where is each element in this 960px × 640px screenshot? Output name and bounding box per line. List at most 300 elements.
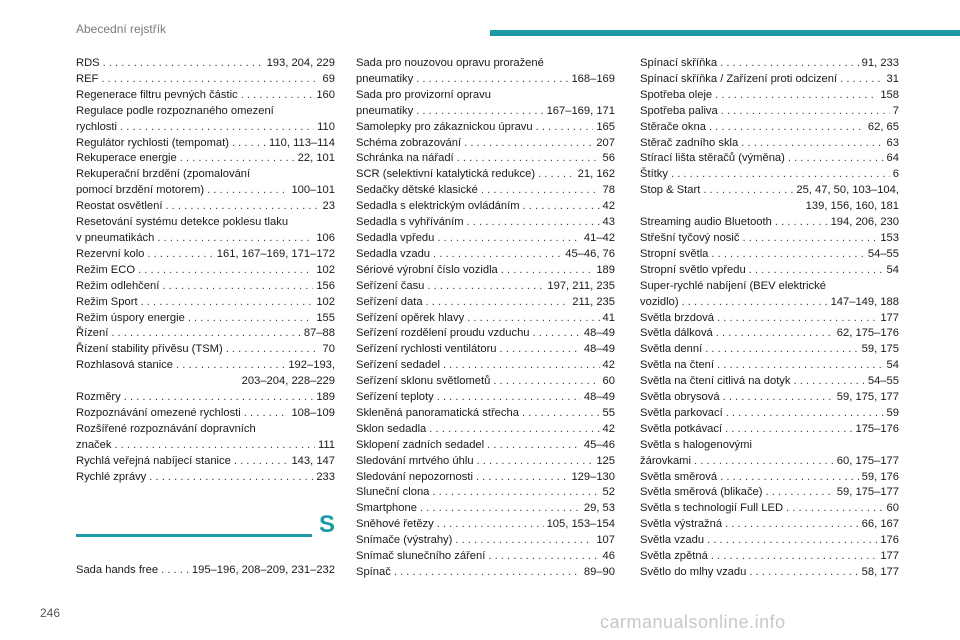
leader-dots bbox=[124, 390, 314, 406]
entry-line bbox=[640, 167, 899, 183]
entry-title: Sada hands free bbox=[76, 564, 159, 577]
entry-title: vozidlo) bbox=[640, 295, 679, 308]
entry-pages: 106 bbox=[316, 231, 335, 244]
index-entry bbox=[640, 279, 899, 311]
entry-line bbox=[640, 215, 899, 231]
index-entry bbox=[640, 342, 899, 358]
section-divider bbox=[76, 534, 312, 537]
entry-line bbox=[76, 183, 335, 199]
leader-dots bbox=[455, 533, 593, 549]
entry-pages: 59, 175 bbox=[861, 343, 899, 356]
leader-dots bbox=[138, 263, 313, 279]
index-entry bbox=[356, 56, 615, 88]
index-entry bbox=[640, 247, 899, 263]
leader-dots bbox=[427, 279, 544, 295]
entry-pages: 41 bbox=[602, 311, 615, 324]
entry-line bbox=[76, 342, 335, 358]
leader-dots bbox=[788, 151, 884, 167]
entry-title: Rozhlasová stanice bbox=[76, 359, 174, 372]
leader-dots bbox=[464, 136, 593, 152]
index-entry bbox=[76, 104, 335, 136]
entry-pages: 60, 175–177 bbox=[836, 454, 899, 467]
leader-dots bbox=[522, 406, 600, 422]
leader-dots bbox=[176, 358, 285, 374]
entry-title: Světla na čtení bbox=[640, 359, 715, 372]
entry-pages: 22, 101 bbox=[297, 152, 335, 165]
leader-dots bbox=[477, 454, 594, 470]
entry-pages: 155 bbox=[316, 311, 335, 324]
entry-pages: 54–55 bbox=[867, 247, 899, 260]
entry-line bbox=[76, 136, 335, 152]
entry-line bbox=[640, 295, 899, 311]
leader-dots bbox=[103, 56, 264, 72]
entry-pages: 143, 147 bbox=[291, 454, 335, 467]
index-entry bbox=[356, 390, 615, 406]
entry-line bbox=[356, 199, 615, 215]
index-entry bbox=[640, 263, 899, 279]
entry-title: Spínač bbox=[356, 566, 391, 578]
leader-dots bbox=[840, 72, 883, 88]
entry-title: Stěrače okna bbox=[640, 120, 706, 133]
entry-pages: 153 bbox=[880, 231, 899, 244]
index-entry bbox=[640, 390, 899, 406]
entry-pages: 48–49 bbox=[583, 343, 615, 356]
leader-dots bbox=[742, 231, 877, 247]
index-entry bbox=[356, 438, 615, 454]
index-entry bbox=[640, 151, 899, 167]
index-entry bbox=[640, 183, 899, 215]
index-entry bbox=[356, 231, 615, 247]
entry-title: Sklopení zadních sedadel bbox=[356, 438, 485, 451]
index-entry bbox=[356, 501, 615, 517]
entry-title: Sledování nepozornosti bbox=[356, 470, 473, 483]
leader-dots bbox=[241, 88, 314, 104]
entry-title: Schránka na nářadí bbox=[356, 152, 454, 165]
leader-dots bbox=[775, 215, 828, 231]
leader-dots bbox=[487, 438, 581, 454]
entry-pages: 59, 176 bbox=[861, 470, 899, 483]
index-entry bbox=[356, 326, 615, 342]
entry-pages: 60 bbox=[602, 375, 615, 388]
leader-dots bbox=[715, 88, 877, 104]
entry-title-line: Super-rychlé nabíjení (BEV elektrické bbox=[640, 279, 826, 292]
leader-dots bbox=[180, 151, 295, 167]
entry-title: Snímače (výstrahy) bbox=[356, 534, 453, 547]
index-entry bbox=[640, 374, 899, 390]
entry-pages: 52 bbox=[602, 486, 615, 499]
entry-pages: 108–109 bbox=[291, 406, 335, 419]
entry-line bbox=[356, 136, 615, 152]
entry-title: Světla na čtení citlivá na dotyk bbox=[640, 375, 791, 388]
entry-line bbox=[76, 247, 335, 263]
entry-title: Rekuperace energie bbox=[76, 152, 177, 165]
entry-pages: 168–169 bbox=[571, 72, 615, 85]
entry-line bbox=[76, 406, 335, 422]
leader-dots bbox=[703, 183, 793, 199]
entry-pages: 160 bbox=[316, 88, 335, 101]
entry-pages: 59, 175–177 bbox=[836, 486, 899, 499]
entry-pages: 194, 206, 230 bbox=[830, 216, 899, 229]
entry-title-line: Světla s halogenovými bbox=[640, 438, 752, 451]
entry-title: Sériové výrobní číslo vozidla bbox=[356, 263, 498, 276]
entry-line bbox=[356, 517, 615, 533]
entry-title-line: Regulace podle rozpoznaného omezení bbox=[76, 104, 274, 117]
index-entry bbox=[76, 247, 335, 263]
entry-title: žárovkami bbox=[640, 454, 691, 467]
index-entry bbox=[640, 501, 899, 517]
index-entry bbox=[356, 470, 615, 486]
entry-pages: 54 bbox=[886, 263, 899, 276]
entry-pages: 125 bbox=[596, 454, 615, 467]
index-entry bbox=[76, 215, 335, 247]
index-entry bbox=[76, 358, 335, 390]
index-entry bbox=[76, 422, 335, 454]
entry-line bbox=[640, 56, 899, 72]
entry-title: Regenerace filtru pevných částic bbox=[76, 88, 238, 101]
leader-dots bbox=[394, 565, 581, 581]
index-column-3 bbox=[640, 56, 899, 581]
leader-dots bbox=[457, 151, 600, 167]
entry-title: Rozměry bbox=[76, 391, 121, 404]
entry-title: Rychlá veřejná nabíjecí stanice bbox=[76, 454, 231, 467]
entry-title: Sledování mrtvého úhlu bbox=[356, 454, 474, 467]
entry-line bbox=[356, 533, 615, 549]
index-entry bbox=[76, 390, 335, 406]
entry-title: Rezervní kolo bbox=[76, 247, 145, 260]
entry-line bbox=[640, 151, 899, 167]
leader-dots bbox=[120, 120, 314, 136]
section-letter: S bbox=[318, 511, 335, 539]
leader-dots bbox=[720, 470, 859, 486]
entry-pages: 161, 167–169, 171–172 bbox=[216, 247, 335, 260]
leader-dots bbox=[500, 342, 581, 358]
entry-pages: 6 bbox=[892, 168, 899, 181]
entry-line bbox=[76, 56, 335, 72]
entry-line bbox=[640, 406, 899, 422]
entry-title: Světla výstražná bbox=[640, 518, 723, 531]
leader-dots bbox=[165, 199, 319, 215]
leader-dots bbox=[426, 295, 570, 311]
leader-dots bbox=[725, 422, 852, 438]
entry-line bbox=[356, 151, 615, 167]
entry-pages: 43 bbox=[602, 216, 615, 229]
leader-dots bbox=[429, 422, 599, 438]
entry-line bbox=[640, 501, 899, 517]
leader-dots bbox=[188, 311, 314, 327]
entry-pages: 58, 177 bbox=[861, 566, 899, 578]
entry-title: Seřízení sedadel bbox=[356, 359, 440, 372]
entry-title: pomocí brzdění motorem) bbox=[76, 184, 205, 197]
entry-title: Seřízení data bbox=[356, 295, 423, 308]
entry-pages: 156 bbox=[316, 279, 335, 292]
leader-dots bbox=[538, 167, 575, 183]
entry-line bbox=[640, 517, 899, 533]
entry-title: Stop & Start bbox=[640, 184, 701, 197]
entry-pages: 89–90 bbox=[583, 566, 615, 578]
entry-line bbox=[640, 533, 899, 549]
leader-dots bbox=[437, 390, 581, 406]
index-entry bbox=[356, 295, 615, 311]
entry-pages: 91, 233 bbox=[861, 57, 899, 69]
index-entry bbox=[356, 485, 615, 501]
index-entry bbox=[76, 563, 335, 579]
index-entry bbox=[76, 88, 335, 104]
leader-dots bbox=[786, 501, 884, 517]
section-spacer bbox=[76, 485, 335, 515]
entry-pages: 110 bbox=[317, 120, 335, 133]
entry-title: Rychlé zprávy bbox=[76, 470, 147, 483]
leader-dots bbox=[437, 517, 544, 533]
entry-title: Rozpoznávání omezené rychlosti bbox=[76, 406, 241, 419]
entry-line bbox=[356, 485, 615, 501]
entry-title-line: Resetování systému detekce poklesu tlaku bbox=[76, 216, 289, 229]
entry-line bbox=[356, 231, 615, 247]
entry-line bbox=[640, 454, 899, 470]
entry-title: Sedadla s elektrickým ovládáním bbox=[356, 200, 520, 213]
leader-dots bbox=[443, 358, 600, 374]
entry-line bbox=[640, 470, 899, 486]
leader-dots bbox=[716, 326, 834, 342]
entry-pages: 233 bbox=[316, 470, 335, 483]
entry-title-line: Rekuperační brzdění (zpomalování bbox=[76, 168, 251, 181]
index-entry bbox=[640, 406, 899, 422]
leader-dots bbox=[711, 549, 878, 565]
entry-line bbox=[356, 104, 615, 120]
entry-title: Stírací lišta stěračů (výměna) bbox=[640, 152, 785, 165]
entry-line bbox=[356, 374, 615, 390]
index-entry bbox=[640, 231, 899, 247]
leader-dots bbox=[705, 342, 858, 358]
entry-line bbox=[640, 311, 899, 327]
entry-pages: 193, 204, 229 bbox=[266, 57, 335, 69]
index-entry bbox=[640, 72, 899, 88]
leader-dots bbox=[749, 263, 884, 279]
entry-title: Světla obrysová bbox=[640, 391, 720, 404]
leader-dots bbox=[467, 311, 599, 327]
leader-dots bbox=[101, 72, 319, 88]
entry-pages-continued: 139, 156, 160, 181 bbox=[805, 200, 899, 213]
entry-pages: 23 bbox=[322, 200, 335, 213]
entry-pages: 70 bbox=[322, 343, 335, 356]
leader-dots bbox=[717, 311, 877, 327]
entry-title: v pneumatikách bbox=[76, 231, 155, 244]
index-entry bbox=[640, 517, 899, 533]
index-entry bbox=[640, 485, 899, 501]
leader-dots bbox=[147, 247, 213, 263]
entry-pages: 60 bbox=[886, 502, 899, 515]
entry-pages: 189 bbox=[316, 391, 335, 404]
entry-title: SCR (selektivní katalytická redukce) bbox=[356, 168, 536, 181]
entry-line bbox=[640, 549, 899, 565]
entry-title: Schéma zobrazování bbox=[356, 136, 462, 149]
entry-title: Řízení bbox=[76, 327, 109, 340]
entry-pages: 55 bbox=[602, 406, 615, 419]
entry-title: Světla brzdová bbox=[640, 311, 715, 324]
entry-title: Samolepky pro zákaznickou úpravu bbox=[356, 120, 533, 133]
leader-dots bbox=[244, 406, 289, 422]
index-column-2 bbox=[356, 56, 615, 581]
entry-pages: 100–101 bbox=[291, 184, 335, 197]
entry-pages: 177 bbox=[880, 311, 899, 324]
entry-title: Smartphone bbox=[356, 502, 417, 515]
entry-pages: 197, 211, 235 bbox=[547, 279, 615, 292]
entry-title: Snímač slunečního záření bbox=[356, 550, 486, 563]
entry-line bbox=[76, 231, 335, 247]
index-entry bbox=[76, 454, 335, 470]
entry-line bbox=[76, 88, 335, 104]
entry-title: Štítky bbox=[640, 168, 668, 181]
index-entry bbox=[76, 326, 335, 342]
entry-title: Seřízení opěrek hlavy bbox=[356, 311, 465, 324]
entry-pages: 78 bbox=[602, 184, 615, 197]
entry-title: Stěrač zadního skla bbox=[640, 136, 739, 149]
index-entry bbox=[356, 533, 615, 549]
entry-pages: 41–42 bbox=[583, 231, 615, 244]
entry-pages: 102 bbox=[316, 263, 335, 276]
entry-title: Světla dálková bbox=[640, 327, 713, 340]
entry-line bbox=[76, 390, 335, 406]
entry-pages: 87–88 bbox=[303, 327, 335, 340]
index-entry bbox=[76, 167, 335, 199]
entry-pages: 45–46 bbox=[583, 438, 615, 451]
index-entry bbox=[356, 342, 615, 358]
leader-dots bbox=[207, 183, 288, 199]
entry-pages: 62, 175–176 bbox=[836, 327, 899, 340]
entry-pages-continued: 203–204, 228–229 bbox=[241, 375, 335, 388]
entry-line bbox=[76, 151, 335, 167]
leader-dots bbox=[467, 215, 600, 231]
page-number: 246 bbox=[40, 606, 61, 620]
index-entry bbox=[356, 311, 615, 327]
index-entry bbox=[356, 120, 615, 136]
index-entry bbox=[640, 533, 899, 549]
entry-title: Sedadla vzadu bbox=[356, 247, 431, 260]
entry-line bbox=[640, 104, 899, 120]
index-entry bbox=[76, 56, 335, 72]
entry-line bbox=[356, 311, 615, 327]
leader-dots bbox=[432, 485, 599, 501]
index-entry bbox=[640, 326, 899, 342]
entry-pages: 7 bbox=[892, 104, 899, 117]
entry-pages: 31 bbox=[886, 72, 899, 85]
entry-title: Seřízení rychlosti ventilátoru bbox=[356, 343, 497, 356]
index-entry bbox=[356, 406, 615, 422]
index-entry bbox=[356, 167, 615, 183]
leader-dots bbox=[493, 374, 599, 390]
leader-dots bbox=[765, 485, 833, 501]
entry-title: Skleněná panoramatická střecha bbox=[356, 406, 519, 419]
entry-pages: 147–149, 188 bbox=[830, 295, 899, 308]
header-accent-bar bbox=[490, 30, 960, 36]
entry-title: Světla zpětná bbox=[640, 550, 708, 563]
leader-dots bbox=[420, 501, 581, 517]
leader-dots bbox=[416, 72, 568, 88]
entry-pages: 105, 153–154 bbox=[546, 518, 615, 531]
entry-title: Stropní světlo vpředu bbox=[640, 263, 746, 276]
entry-pages: 110, 113–114 bbox=[269, 136, 335, 149]
watermark: carmanualsonline.info bbox=[600, 612, 786, 632]
entry-line bbox=[356, 358, 615, 374]
entry-line bbox=[76, 454, 335, 470]
entry-pages: 177 bbox=[880, 550, 899, 563]
entry-pages: 54–55 bbox=[867, 375, 899, 388]
index-entry bbox=[356, 151, 615, 167]
entry-pages: 175–176 bbox=[855, 422, 899, 435]
index-entry bbox=[640, 167, 899, 183]
index-entry bbox=[76, 342, 335, 358]
index-entry bbox=[640, 470, 899, 486]
entry-line bbox=[76, 120, 335, 136]
index-entry bbox=[640, 136, 899, 152]
index-entry bbox=[76, 470, 335, 486]
entry-title: Režim ECO bbox=[76, 263, 136, 276]
entry-title: Světlo do mlhy vzadu bbox=[640, 566, 747, 578]
entry-line bbox=[640, 231, 899, 247]
entry-line bbox=[76, 358, 335, 374]
entry-pages: 25, 47, 50, 103–104, bbox=[796, 184, 899, 197]
entry-pages: 176 bbox=[880, 534, 899, 547]
index-entry bbox=[76, 263, 335, 279]
entry-title: značek bbox=[76, 438, 112, 451]
index-entry bbox=[640, 56, 899, 72]
leader-dots bbox=[749, 565, 858, 581]
index-entry bbox=[640, 311, 899, 327]
entry-line bbox=[640, 326, 899, 342]
leader-dots bbox=[711, 247, 864, 263]
entry-pages: 167–169, 171 bbox=[546, 104, 615, 117]
leader-dots bbox=[416, 104, 543, 120]
leader-dots bbox=[726, 406, 884, 422]
entry-pages: 189 bbox=[596, 263, 615, 276]
entry-pages: 56 bbox=[602, 152, 615, 165]
leader-dots bbox=[488, 549, 599, 565]
index-entry bbox=[640, 88, 899, 104]
index-entry bbox=[76, 151, 335, 167]
entry-pages: 46 bbox=[602, 550, 615, 563]
entry-pages: 59, 175, 177 bbox=[836, 391, 899, 404]
entry-title: Spínací skříňka bbox=[640, 57, 718, 69]
index-entry bbox=[76, 279, 335, 295]
entry-title: Světla směrová (blikače) bbox=[640, 486, 763, 499]
index-entry bbox=[640, 358, 899, 374]
entry-line bbox=[76, 438, 335, 454]
index-entry bbox=[640, 120, 899, 136]
entry-title-line: Sada pro nouzovou opravu proražené bbox=[356, 57, 544, 69]
entry-pages: 42 bbox=[602, 422, 615, 435]
entry-line bbox=[640, 183, 899, 199]
entry-pages: 45–46, 76 bbox=[565, 247, 615, 260]
entry-line bbox=[640, 422, 899, 438]
entry-line bbox=[356, 263, 615, 279]
entry-line bbox=[356, 215, 615, 231]
leader-dots bbox=[794, 374, 865, 390]
entry-pages: 48–49 bbox=[583, 391, 615, 404]
entry-line bbox=[356, 454, 615, 470]
index-entry bbox=[356, 247, 615, 263]
index-entry bbox=[356, 263, 615, 279]
index-entry bbox=[76, 72, 335, 88]
entry-title: Seřízení rozdělení proudu vzduchu bbox=[356, 327, 530, 340]
entry-title: Spotřeba paliva bbox=[640, 104, 718, 117]
entry-pages: 48–49 bbox=[583, 327, 615, 340]
leader-dots bbox=[433, 247, 562, 263]
entry-pages: 42 bbox=[602, 200, 615, 213]
index-entry bbox=[640, 104, 899, 120]
entry-title: Sedadla s vyhříváním bbox=[356, 216, 464, 229]
entry-line bbox=[640, 565, 899, 581]
entry-title: Stropní světla bbox=[640, 247, 709, 260]
index-entry bbox=[356, 88, 615, 120]
